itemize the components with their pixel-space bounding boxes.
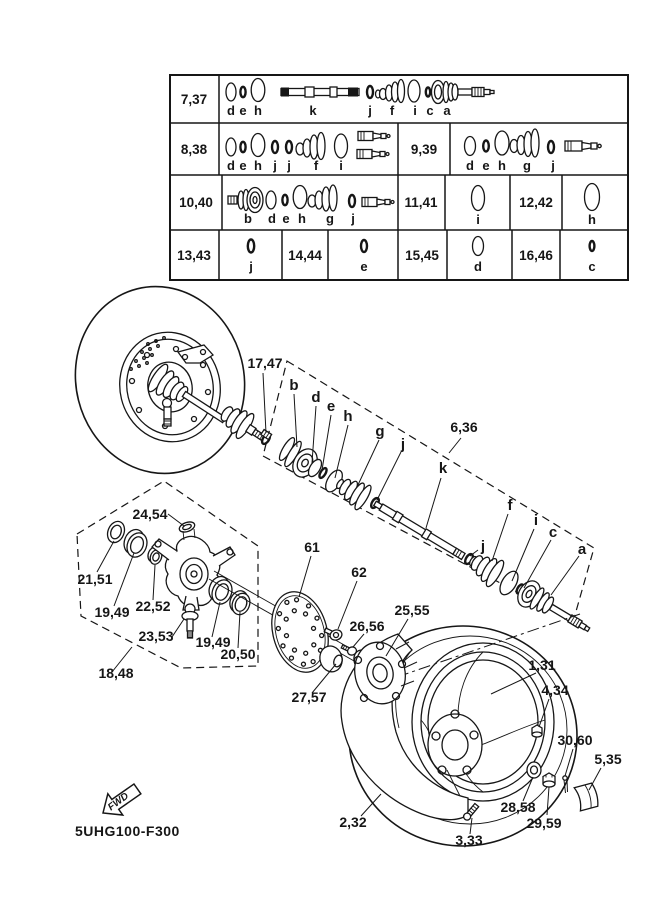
table-ref: 10,40	[179, 195, 213, 210]
circlip-icon	[472, 186, 485, 211]
fwd-arrow-icon	[96, 778, 145, 823]
ref-20-50: 20,50	[220, 646, 256, 662]
letter-d: d	[311, 389, 321, 406]
cv-joint-kit-icons	[226, 79, 494, 104]
ref-25-55: 25,55	[394, 602, 430, 618]
cv-joint-icon	[228, 188, 263, 213]
castle-nut-29-59	[543, 773, 555, 787]
drawing-code: 5UHG100-F300	[75, 823, 180, 839]
seal-24-54	[178, 520, 196, 534]
ref-18-48: 18,48	[98, 665, 134, 681]
ref-29-59: 29,59	[526, 815, 562, 831]
part-letter: h	[498, 158, 506, 173]
ref-2-32: 2,32	[339, 814, 367, 830]
part-letter: f	[313, 158, 319, 173]
ref-5-35: 5,35	[594, 751, 622, 767]
part-letter: d	[466, 158, 474, 173]
part-letter: e	[482, 158, 490, 173]
part-letter: i	[476, 212, 480, 227]
letter-h: h	[343, 408, 353, 425]
axle-shaft-k	[373, 500, 466, 561]
letter-f: f	[507, 497, 513, 514]
letter-e: e	[326, 398, 336, 415]
ref-28-58: 28,58	[500, 799, 536, 815]
table-ref: 8,38	[180, 142, 208, 157]
part-letter: j	[368, 103, 372, 118]
boot-g	[335, 478, 373, 512]
part-letter: e	[239, 158, 247, 173]
fwd-label: FWD	[106, 790, 131, 814]
ref-1-31: 1,31	[528, 657, 556, 673]
inboard-joint-kit-icons	[228, 185, 394, 213]
part-letter: j	[249, 259, 253, 274]
part-letter: g	[326, 211, 334, 226]
part-letter: h	[254, 158, 262, 173]
ref-24-54: 24,54	[132, 506, 168, 522]
letter-k: k	[438, 460, 448, 477]
part-letter: d	[227, 103, 235, 118]
part-letter: e	[360, 259, 368, 274]
clip-icon	[248, 240, 254, 253]
part-letter: d	[474, 259, 482, 274]
part-letter: k	[309, 103, 317, 118]
outboard-cv-joint-a	[513, 577, 591, 633]
part-letter: e	[282, 211, 290, 226]
letter-labels	[289, 377, 586, 558]
ref-3-33: 3,33	[455, 832, 483, 848]
letter-i: i	[533, 512, 539, 529]
front-wheel-drawing	[56, 268, 272, 491]
letter-c: c	[548, 524, 558, 541]
ref-22-52: 22,52	[135, 598, 171, 614]
band-clamp-icon	[362, 198, 394, 207]
cap-5-35	[574, 783, 600, 811]
ref-21-51: 21,51	[77, 571, 113, 587]
part-letter: g	[523, 158, 531, 173]
table-ref: 9,39	[410, 142, 438, 157]
letter-g: g	[375, 423, 385, 440]
part-letter: h	[588, 212, 596, 227]
part-letter: j	[551, 158, 555, 173]
boot-icon	[296, 133, 325, 160]
ref-6-36: 6,36	[450, 419, 478, 435]
clip-icon	[361, 240, 367, 252]
table-ref: 14,44	[288, 248, 322, 263]
boot-icon	[376, 80, 405, 103]
cv-joint-icon	[432, 81, 495, 104]
nut-4-34	[532, 725, 542, 737]
part-letter: i	[413, 103, 417, 118]
band-clamp-icon	[357, 150, 389, 159]
part-letter: b	[244, 211, 252, 226]
table-ref: 16,46	[519, 248, 553, 263]
part-letter: i	[339, 158, 343, 173]
part-letter: c	[588, 259, 596, 274]
parts-table	[170, 75, 628, 280]
table-ref: 15,45	[405, 248, 439, 263]
part-letter: e	[239, 103, 247, 118]
shaft-icon	[281, 87, 359, 97]
part-letter: f	[389, 103, 395, 118]
outboard-boot-kit-icons	[465, 129, 602, 157]
cv-kit-icons	[226, 132, 390, 160]
letter-b: b	[289, 377, 299, 394]
table-ref: 12,42	[519, 195, 553, 210]
letter-j2: j	[480, 538, 486, 555]
ref-17-47: 17,47	[247, 355, 283, 371]
ring-icon	[473, 237, 484, 256]
washer-28-58	[527, 762, 541, 778]
part-letter: d	[227, 158, 235, 173]
ref-19-49b: 19,49	[195, 634, 231, 650]
part-letter: j	[287, 158, 291, 173]
part-letter: h	[254, 103, 262, 118]
part-letter: d	[268, 211, 276, 226]
ref-26-56: 26,56	[349, 618, 385, 634]
ball-joint-23-53	[182, 604, 198, 638]
part-letter: c	[426, 103, 434, 118]
ref-23-53: 23,53	[138, 628, 174, 644]
ref-62: 62	[351, 564, 367, 580]
table-ref: 11,41	[404, 195, 438, 210]
ref-4-34: 4,34	[541, 682, 569, 698]
ref-19-49: 19,49	[94, 604, 130, 620]
boot-icon	[510, 129, 539, 157]
part-letter: j	[273, 158, 277, 173]
letter-j: j	[400, 436, 406, 453]
ref-61: 61	[304, 539, 320, 555]
ref-30-60: 30,60	[557, 732, 593, 748]
ref-27-57: 27,57	[291, 689, 327, 705]
band-clamp-icon	[565, 141, 601, 151]
tie-rod-stud	[163, 399, 172, 427]
part-letter: h	[298, 211, 306, 226]
table-ref: 13,43	[177, 248, 211, 263]
band-clamp-icon	[358, 132, 390, 141]
table-ref: 7,37	[180, 92, 208, 107]
part-letter: a	[443, 103, 451, 118]
ring-icon	[585, 184, 600, 211]
letter-a: a	[577, 541, 587, 558]
part-letter: j	[351, 211, 355, 226]
boot-icon	[308, 185, 337, 211]
clip-icon	[590, 241, 595, 251]
